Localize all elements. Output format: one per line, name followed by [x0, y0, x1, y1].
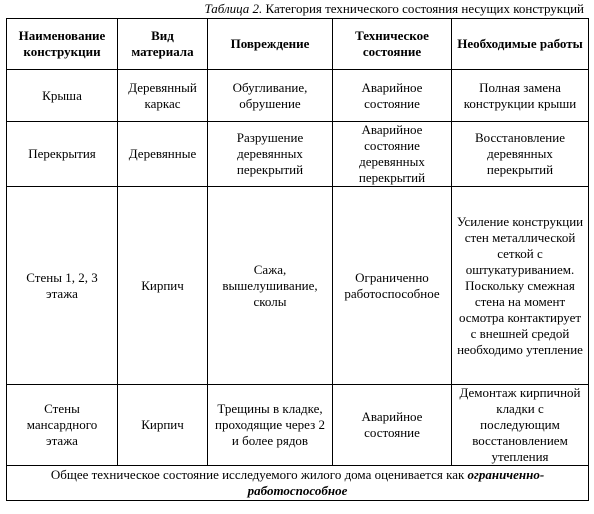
table-caption	[204, 1, 584, 17]
cell-condition: Аварийное состояние	[333, 70, 452, 122]
summary-cell	[7, 466, 589, 501]
cell-condition: Аварийное состояние	[333, 385, 452, 466]
table-header-row	[7, 19, 589, 70]
cell-damage: Сажа, вышелушивание, сколы	[208, 187, 333, 385]
header-works: Необходимые работы	[452, 19, 589, 70]
structures-table	[6, 18, 589, 501]
table-row	[7, 70, 589, 122]
cell-structure-name: Стены 1, 2, 3 этажа	[7, 187, 118, 385]
cell-structure-name: Перекрытия	[7, 122, 118, 187]
header-condition: Техническое состояние	[333, 19, 452, 70]
cell-material: Деревянный каркас	[118, 70, 208, 122]
cell-damage: Трещины в кладке, проходящие через 2 и более рядов	[208, 385, 333, 466]
header-damage: Повреждение	[208, 19, 333, 70]
cell-condition: Аварийное состояние деревянных перекрытий	[333, 122, 452, 187]
cell-works: Восстановление деревянных перекрытий	[452, 122, 589, 187]
cell-material: Кирпич	[118, 187, 208, 385]
cell-material: Кирпич	[118, 385, 208, 466]
summary-conclusion: ограниченно-работоспособное	[247, 467, 545, 498]
table-summary-row	[7, 466, 589, 501]
cell-works: Демонтаж кирпичной кладки с последующим восстановлением утепления	[452, 385, 589, 466]
table-row	[7, 187, 589, 385]
cell-damage: Разрушение деревянных перекрытий	[208, 122, 333, 187]
table-row	[7, 122, 589, 187]
cell-material: Деревянные	[118, 122, 208, 187]
cell-structure-name: Крыша	[7, 70, 118, 122]
header-material: Вид материала	[118, 19, 208, 70]
cell-condition: Ограниченно работоспособное	[333, 187, 452, 385]
caption-label: Таблица 2.	[204, 1, 263, 16]
header-structure-name: Наименование конструкции	[7, 19, 118, 70]
cell-works: Полная замена конструкции крыши	[452, 70, 589, 122]
caption-text: Категория технического состояния несущих конструкций	[265, 1, 584, 16]
summary-text: Общее техническое состояние исследуемого жилого дома оценивается как	[50, 467, 465, 482]
cell-structure-name: Стены мансардного этажа	[7, 385, 118, 466]
table-row	[7, 385, 589, 466]
cell-works: Усиление конструкции стен металлической сеткой с оштукатуриванием. Поскольку смежная стена на момент осмотра контактирует с внешней средой необходимо утепление	[452, 187, 589, 385]
cell-damage: Обугливание, обрушение	[208, 70, 333, 122]
